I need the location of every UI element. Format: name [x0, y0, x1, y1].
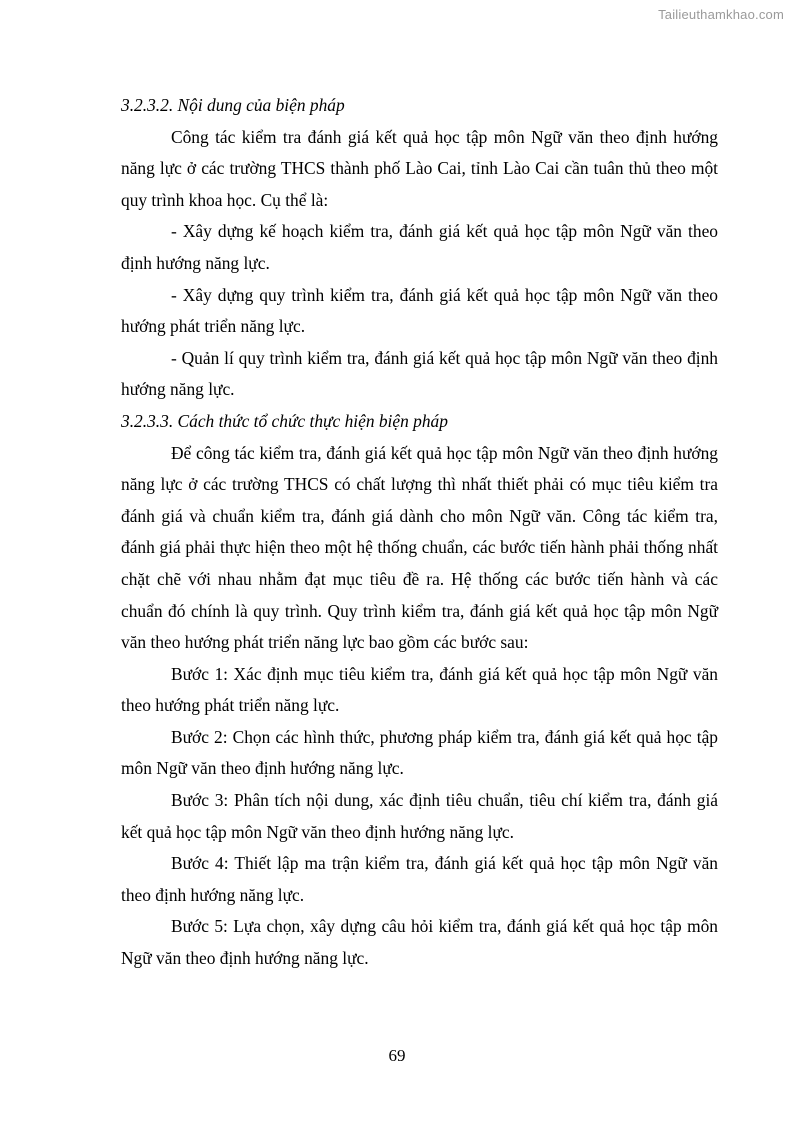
list-item: - Xây dựng quy trình kiểm tra, đánh giá kết quả học tập môn Ngữ văn theo hướng phát triển năng lực.: [121, 284, 718, 337]
list-item: - Xây dựng kế hoạch kiểm tra, đánh giá kết quả học tập môn Ngữ văn theo định hướng năng lực.: [121, 221, 718, 273]
document-body: [121, 90, 718, 975]
paragraph-intro-process: Để công tác kiểm tra, đánh giá kết quả học tập môn Ngữ văn theo định hướng năng lực ở các trường THCS có chất lượng thì nhất thiết phải có mục tiêu kiểm tra đánh giá và chuẩn kiểm tra, đánh giá dành cho môn Ngữ văn. Công tác kiểm tra, đánh giá phải thực hiện theo một hệ thống chuẩn, các bước tiến hành phải thống nhất chặt chẽ với nhau nhằm đạt mục tiêu đề ra. Hệ thống các bước tiến hành và các chuẩn đó chính là quy trình. Quy trình kiểm tra, đánh giá kết quả học tập môn Ngữ văn theo hướng phát triển năng lực bao gồm các bước sau:: [121, 442, 718, 653]
watermark: Tailieuthamkhao.com: [658, 7, 784, 22]
list-item: - Quản lí quy trình kiểm tra, đánh giá kết quả học tập môn Ngữ văn theo định hướng năng lực.: [121, 347, 718, 400]
step-item: Bước 5: Lựa chọn, xây dựng câu hỏi kiểm tra, đánh giá kết quả học tập môn Ngữ văn theo định hướng năng lực.: [121, 916, 718, 969]
step-item: Bước 3: Phân tích nội dung, xác định tiêu chuẩn, tiêu chí kiểm tra, đánh giá kết quả học tập môn Ngữ văn theo định hướng năng lực.: [121, 790, 718, 842]
step-item: Bước 4: Thiết lập ma trận kiểm tra, đánh giá kết quả học tập môn Ngữ văn theo định hướng năng lực.: [121, 853, 718, 905]
paragraph-intro-content: Công tác kiểm tra đánh giá kết quả học tập môn Ngữ văn theo định hướng năng lực ở các trường THCS thành phố Lào Cai, tỉnh Lào Cai cần tuân thủ theo một quy trình khoa học. Cụ thể là:: [121, 126, 718, 210]
section-heading-3-2-3-2: 3.2.3.2. Nội dung của biện pháp: [121, 95, 345, 115]
section-heading-3-2-3-3: 3.2.3.3. Cách thức tổ chức thực hiện biện pháp: [121, 410, 448, 431]
page-number: 69: [388, 1046, 406, 1065]
step-item: Bước 2: Chọn các hình thức, phương pháp kiểm tra, đánh giá kết quả học tập môn Ngữ văn theo định hướng năng lực.: [121, 726, 718, 779]
step-item: Bước 1: Xác định mục tiêu kiểm tra, đánh giá kết quả học tập môn Ngữ văn theo hướng phát triển năng lực.: [121, 663, 718, 716]
